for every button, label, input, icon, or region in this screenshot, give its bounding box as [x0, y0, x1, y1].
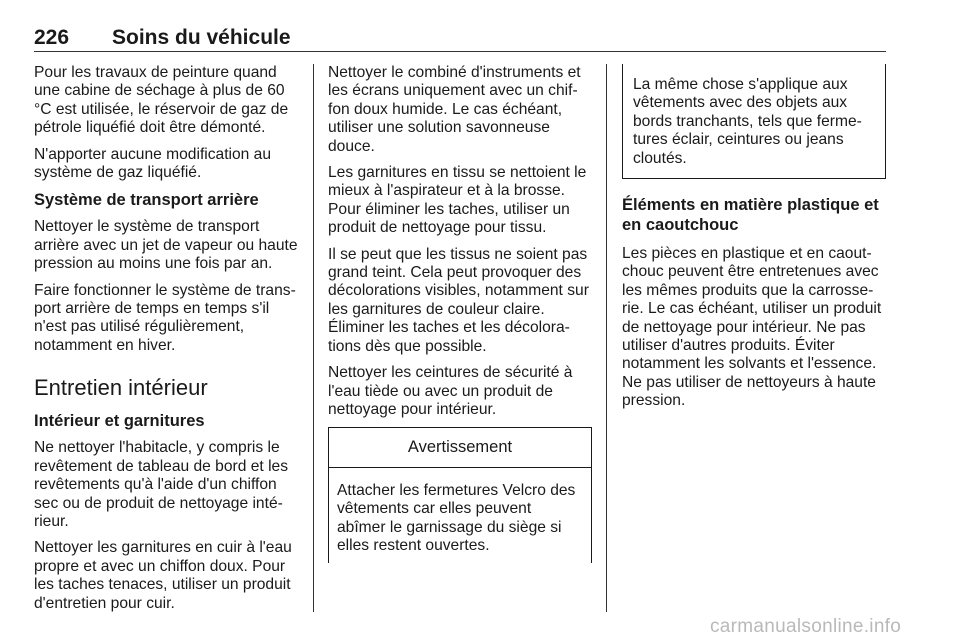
heading-transport-system: Système de transport arrière — [34, 191, 259, 210]
paragraph: Pour les travaux de peinture quand une cabine de séchage à plus de 60 °C est utilisée, le réservoir de gaz de pétrole liquéfié doit être démonté. — [34, 64, 289, 137]
paragraph: Les garnitures en tissu se nettoient le mieux à l'aspirateur et à la brosse. Pour éliminer les taches, utiliser un produit de nettoyage pour tissu. — [328, 164, 587, 237]
paragraph: Nettoyer le système de transport arrière avec un jet de vapeur ou haute pression au moins une fois par an. — [34, 218, 298, 273]
watermark: carmanualsonline.info — [710, 616, 902, 637]
page-header — [34, 26, 884, 50]
paragraph: Ne nettoyer l'habitacle, y compris le revêtement de tableau de bord et les revêtements qu'à l'aide d'un chiffon sec ou de produit de nettoyage intérieur. — [34, 439, 288, 530]
heading-plastic-rubber: Éléments en matière plastique et en caoutchouc — [622, 196, 879, 235]
warning-title: Avertissement — [329, 428, 591, 467]
heading-interior-care: Entretien intérieur — [34, 375, 208, 401]
section-title: Soins du véhicule — [112, 26, 291, 49]
paragraph: Nettoyer le combiné d'instruments et les écrans uniquement avec un chiffon doux humide. Le cas échéant, utiliser une solution savonneuse douce. — [328, 64, 581, 155]
header-rule — [34, 51, 886, 52]
column-divider — [313, 64, 314, 612]
warning-continuation-box: La même chose s'applique aux vêtements avec des objets aux bords tranchants, tels que fermetures éclair, ceintures ou jeans cloutés. — [622, 64, 886, 179]
column-3 — [622, 64, 888, 419]
paragraph: Faire fonctionner le système de transport arrière de temps en temps s'il n'est pas utilisé régulièrement, notamment en hiver. — [34, 281, 296, 354]
heading-interior-trim: Intérieur et garnitures — [34, 412, 205, 431]
paragraph: Les pièces en plastique et en caoutchouc peuvent être entretenues avec les mêmes produits que la carrosserie. Le cas échéant, utiliser un produit de nettoyage pour intérieur. Ne pas utiliser d'autres produits. Éviter notamment les solvants et l'essence. Ne pas utiliser de nettoyeurs à haute pression. — [622, 245, 882, 410]
column-divider — [606, 64, 607, 612]
column-1 — [34, 64, 302, 621]
paragraph: Il se peut que les tissus ne soient pas grand teint. Cela peut provoquer des décolorations visibles, notamment sur les garnitures de couleur claire. Éliminer les taches et les décolorations dès que possible. — [328, 245, 589, 355]
page-number: 226 — [34, 26, 70, 49]
column-2 — [328, 64, 592, 563]
warning-box — [328, 427, 592, 563]
paragraph: Nettoyer les ceintures de sécurité à l'eau tiède ou avec un produit de nettoyage pour intérieur. — [328, 364, 573, 418]
warning-body: Attacher les fermetures Velcro des vêtements car elles peuvent abîmer le garnissage du siège si elles restent ouvertes. — [337, 481, 576, 554]
paragraph: N'apporter aucune modification au système de gaz liquéfié. — [34, 145, 272, 182]
paragraph: Nettoyer les garnitures en cuir à l'eau propre et avec un chiffon doux. Pour les taches tenaces, utiliser un produit d'entretien pour cuir. — [34, 539, 292, 612]
